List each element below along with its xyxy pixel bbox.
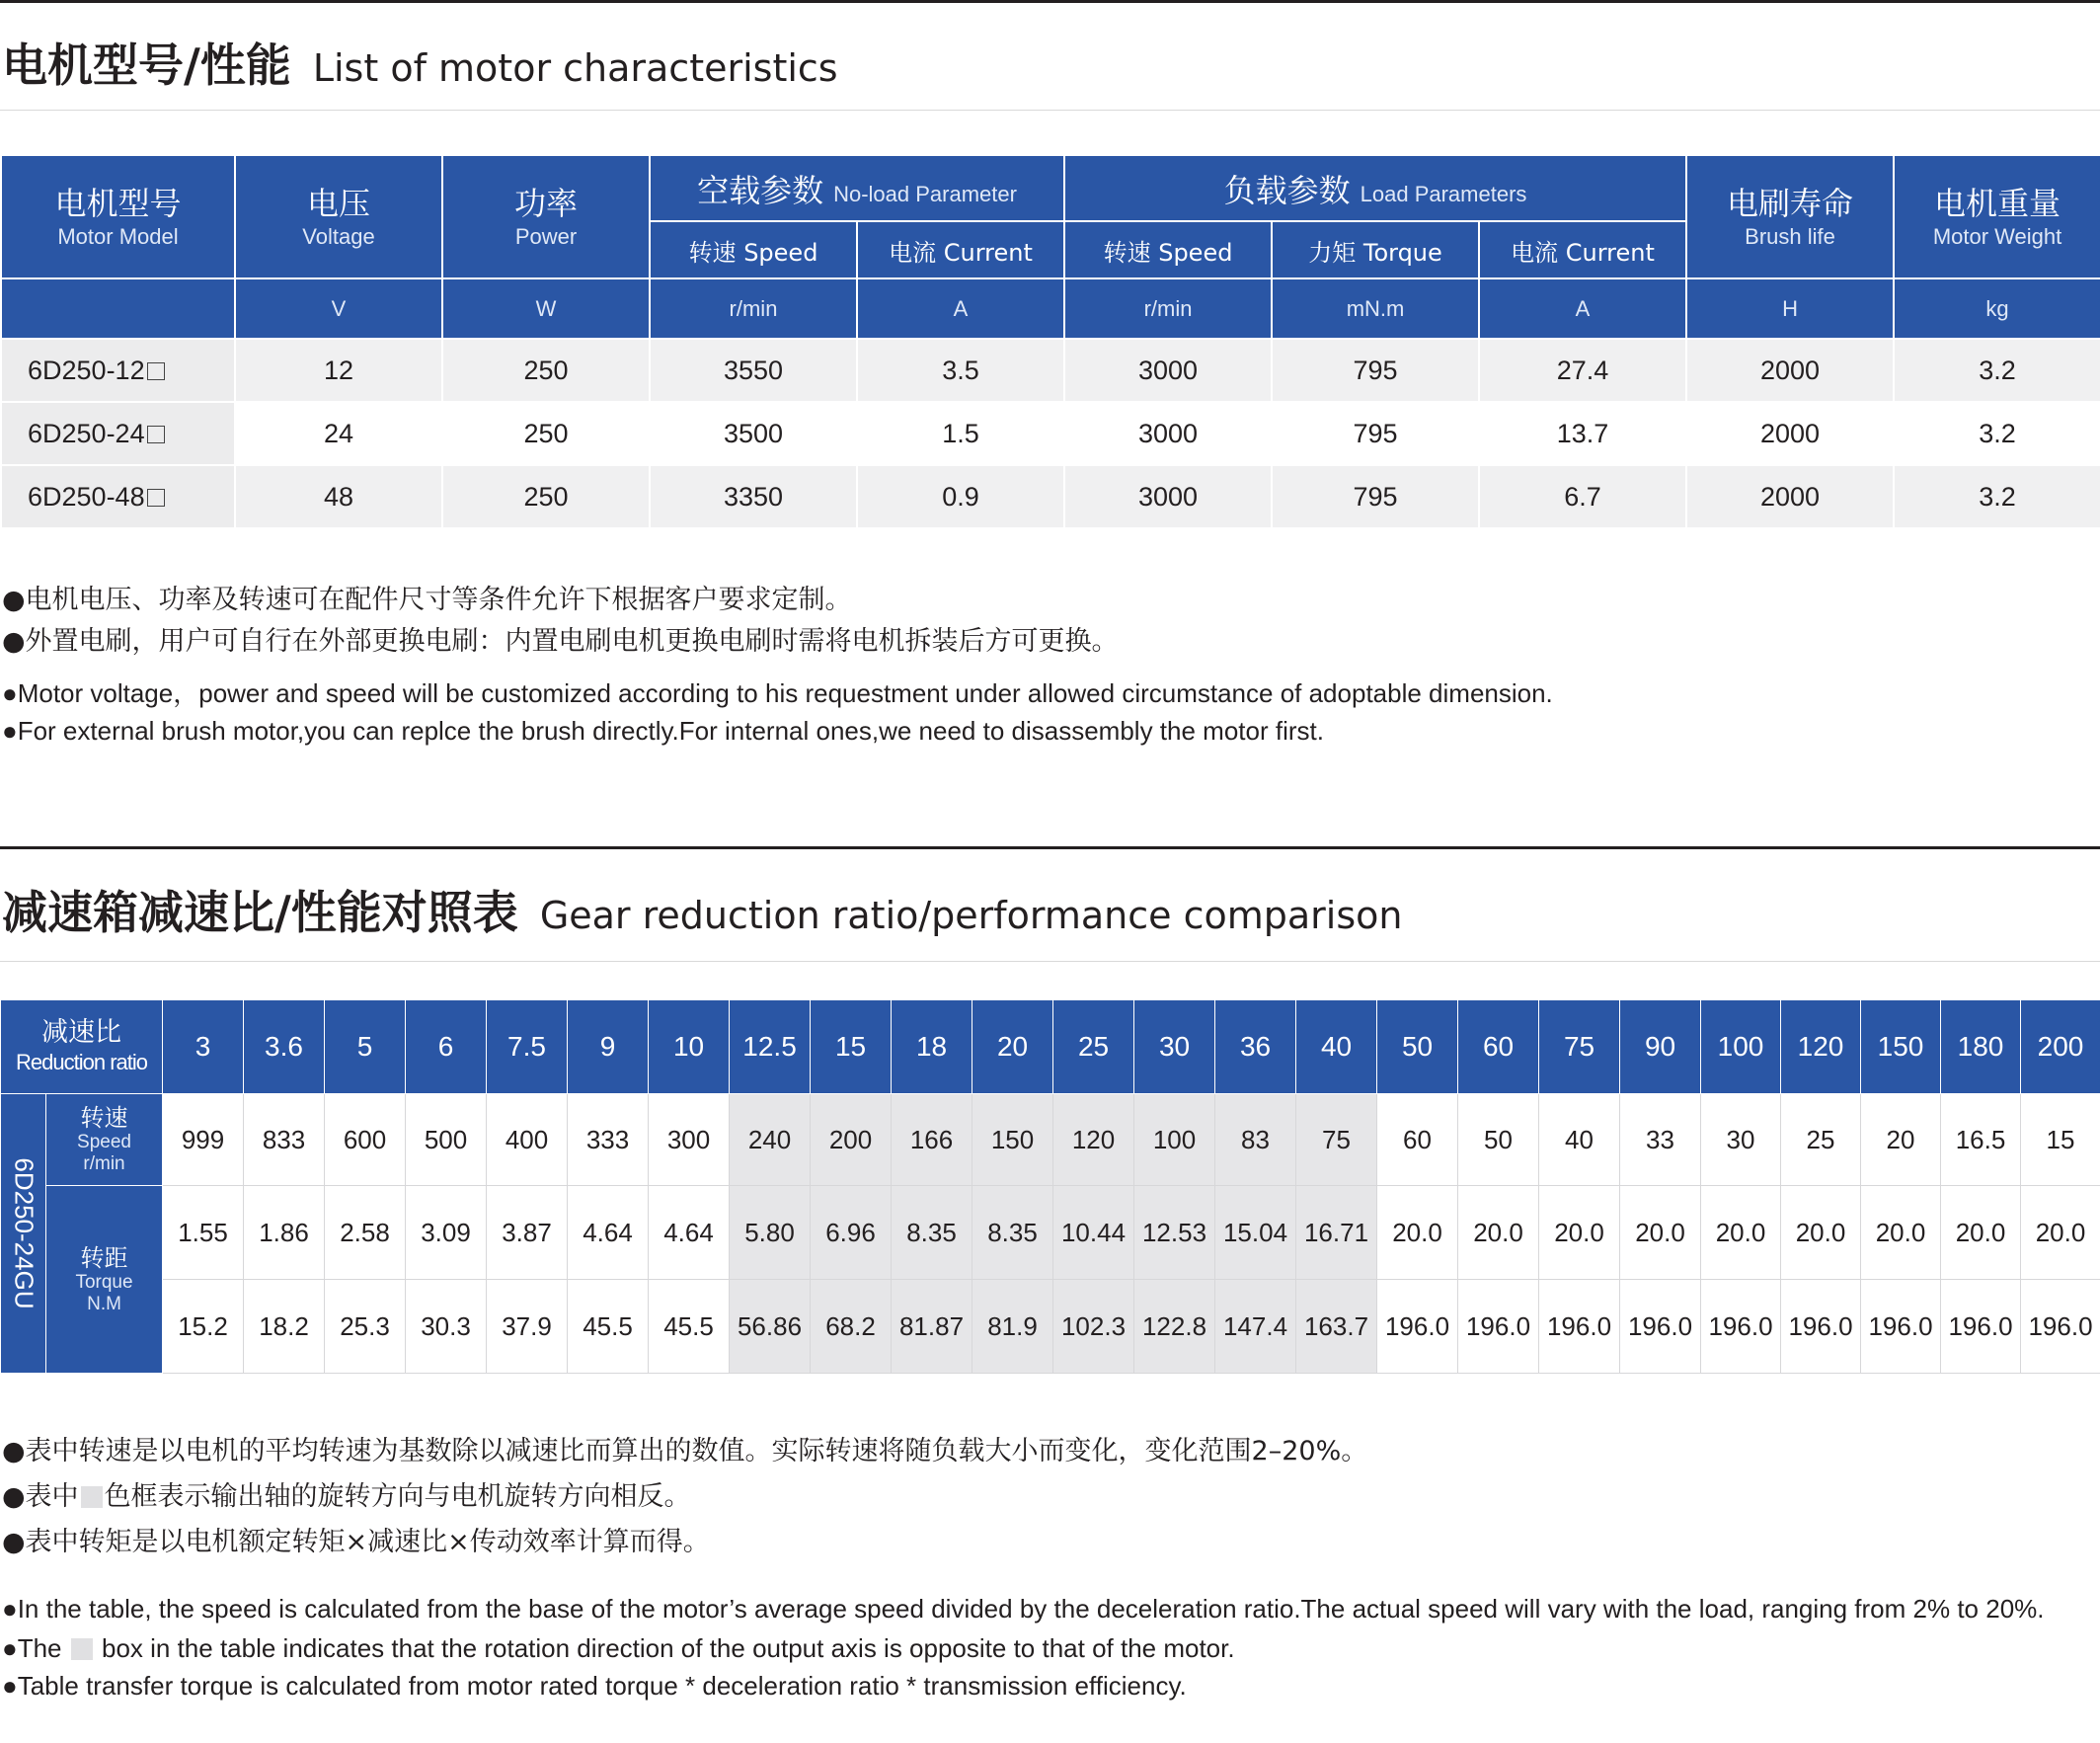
ratio-header-cell: 3.6	[244, 1000, 325, 1094]
unit-power: W	[442, 278, 650, 339]
torque-nm-cell: 2.58	[325, 1186, 406, 1280]
ratio-header-cell: 5	[325, 1000, 406, 1094]
unit-brush-life: H	[1686, 278, 1894, 339]
cell-weight: 3.2	[1894, 339, 2100, 402]
speed-cell: 833	[244, 1094, 325, 1186]
cell-voltage: 48	[235, 465, 442, 528]
torque-kgfcm-cell: 147.4	[1215, 1280, 1296, 1374]
torque-nm-cell: 1.55	[163, 1186, 244, 1280]
speed-cell: 120	[1053, 1094, 1134, 1186]
section1-title-en: List of motor characteristics	[312, 46, 838, 90]
section2-title-cn: 减速箱减速比/性能对照表	[2, 886, 518, 939]
torque-nm-cell: 20.0	[1377, 1186, 1458, 1280]
speed-cell: 166	[892, 1094, 972, 1186]
note-line: ●电机电压、功率及转速可在配件尺寸等条件允许下根据客户要求定制。	[2, 585, 852, 615]
note-line: ●表中 色框表示输出轴的旋转方向与电机旋转方向相反。	[2, 1481, 691, 1512]
ratio-header-cell: 9	[568, 1000, 649, 1094]
label-speed: 转速 Speed r/min	[46, 1094, 163, 1186]
cell-load-torque: 795	[1272, 339, 1479, 402]
torque-nm-cell: 20.0	[1941, 1186, 2021, 1280]
model-name: 6D250-24GU	[9, 1157, 39, 1309]
torque-nm-cell: 20.0	[1458, 1186, 1539, 1280]
cell-load-speed: 3000	[1064, 339, 1272, 402]
ratio-header-cell: 6	[406, 1000, 487, 1094]
torque-kgfcm-cell: 196.0	[1458, 1280, 1539, 1374]
section2-top-rule	[0, 846, 2100, 849]
torque-nm-cell: 4.64	[568, 1186, 649, 1280]
unit-voltage: V	[235, 278, 442, 339]
torque-nm-cell: 20.0	[1781, 1186, 1861, 1280]
header-motor-weight: 电机重量 Motor Weight	[1894, 155, 2100, 278]
speed-cell: 40	[1539, 1094, 1620, 1186]
speed-cell: 240	[730, 1094, 811, 1186]
speed-cell: 83	[1215, 1094, 1296, 1186]
torque-nm-cell: 20.0	[1620, 1186, 1701, 1280]
header-power: 功率 Power	[442, 155, 650, 278]
note-line: ●表中转速是以电机的平均转速为基数除以减速比而算出的数值。实际转速将随负载大小而变化，变化范围2–20%。	[2, 1436, 1368, 1466]
speed-cell: 50	[1458, 1094, 1539, 1186]
note-line: ●表中转矩是以电机额定转矩×减速比×传动效率计算而得。	[2, 1527, 710, 1557]
speed-cell: 600	[325, 1094, 406, 1186]
note-line: ●In the table, the speed is calculated from the base of the motor’s average speed divided by the deceleration ratio.The actual speed will vary with the load, ranging from 2% to 20%.	[2, 1594, 2045, 1624]
speed-cell: 333	[568, 1094, 649, 1186]
unit-load-torque: mN.m	[1272, 278, 1479, 339]
header-noload-current: 电流 Current	[857, 221, 1064, 278]
torque-nm-cell: 10.44	[1053, 1186, 1134, 1280]
header-load-torque: 力矩 Torque	[1272, 221, 1479, 278]
speed-cell: 30	[1701, 1094, 1781, 1186]
option-checkbox-icon	[147, 489, 165, 507]
speed-cell: 100	[1134, 1094, 1215, 1186]
note-line: ●Motor voltage，power and speed will be customized according to his requestment under allowed circumstance of adoptable dimension.	[2, 678, 1553, 708]
section2-title-en: Gear reduction ratio/performance comparison	[539, 894, 1403, 937]
unit-motor-weight: kg	[1894, 278, 2100, 339]
torque-nm-cell: 5.80	[730, 1186, 811, 1280]
torque-kgfcm-cell: 196.0	[1781, 1280, 1861, 1374]
unit-load-current: A	[1479, 278, 1686, 339]
torque-kgfcm-cell: 196.0	[1539, 1280, 1620, 1374]
cell-load-speed: 3000	[1064, 402, 1272, 465]
torque-kgfcm-cell: 56.86	[730, 1280, 811, 1374]
speed-cell: 60	[1377, 1094, 1458, 1186]
ratio-header-cell: 200	[2021, 1000, 2100, 1094]
cell-model: 6D250-48	[1, 465, 235, 528]
torque-kgfcm-cell: 196.0	[1861, 1280, 1941, 1374]
torque-kgfcm-cell: 37.9	[487, 1280, 568, 1374]
ratio-header-cell: 180	[1941, 1000, 2021, 1094]
header-brush-life: 电刷寿命 Brush life	[1686, 155, 1894, 278]
torque-nm-cell: 8.35	[892, 1186, 972, 1280]
cell-model: 6D250-12	[1, 339, 235, 402]
cell-load-speed: 3000	[1064, 465, 1272, 528]
cell-brush-life: 2000	[1686, 402, 1894, 465]
motor-row-48v	[1, 465, 2100, 528]
ratio-header-row	[1, 1000, 2100, 1094]
speed-cell: 150	[972, 1094, 1053, 1186]
torque-kgfcm-cell: 25.3	[325, 1280, 406, 1374]
speed-cell: 25	[1781, 1094, 1861, 1186]
header-noload-parameter: 空载参数 No-load Parameter	[650, 155, 1064, 221]
unit-noload-speed: r/min	[650, 278, 857, 339]
torque-nm-cell: 20.0	[1861, 1186, 1941, 1280]
header-load-current: 电流 Current	[1479, 221, 1686, 278]
ratio-header-cell: 90	[1620, 1000, 1701, 1094]
torque-nm-cell: 3.09	[406, 1186, 487, 1280]
torque-kgfcm-cell: 81.87	[892, 1280, 972, 1374]
cell-noload-speed: 3350	[650, 465, 857, 528]
cell-voltage: 24	[235, 402, 442, 465]
torque-kgfcm-cell: 196.0	[1620, 1280, 1701, 1374]
cell-weight: 3.2	[1894, 465, 2100, 528]
torque-kgfcm-cell: 196.0	[1941, 1280, 2021, 1374]
torque-nm-row	[1, 1186, 2100, 1280]
gear-notes-cn	[2, 1429, 1367, 1565]
cell-load-current: 6.7	[1479, 465, 1686, 528]
unit-noload-current: A	[857, 278, 1064, 339]
torque-nm-cell: 16.71	[1296, 1186, 1377, 1280]
shaded-box-icon	[81, 1486, 103, 1508]
torque-nm-cell: 20.0	[1539, 1186, 1620, 1280]
ratio-header-cell: 100	[1701, 1000, 1781, 1094]
speed-cell: 200	[811, 1094, 892, 1186]
torque-nm-cell: 20.0	[2021, 1186, 2100, 1280]
torque-nm-cell: 1.86	[244, 1186, 325, 1280]
torque-kgfcm-cell: 15.2	[163, 1280, 244, 1374]
ratio-header-cell: 10	[649, 1000, 730, 1094]
torque-kgfcm-cell: 45.5	[649, 1280, 730, 1374]
cell-load-torque: 795	[1272, 402, 1479, 465]
section2-divider	[0, 961, 2100, 962]
section1-heading	[2, 30, 838, 95]
header-voltage: 电压 Voltage	[235, 155, 442, 278]
cell-noload-speed: 3500	[650, 402, 857, 465]
ratio-header-cell: 25	[1053, 1000, 1134, 1094]
ratio-header-cell: 36	[1215, 1000, 1296, 1094]
torque-nm-cell: 6.96	[811, 1186, 892, 1280]
speed-cell: 16.5	[1941, 1094, 2021, 1186]
ratio-header-cell: 50	[1377, 1000, 1458, 1094]
ratio-header-cell: 18	[892, 1000, 972, 1094]
ratio-header-cell: 20	[972, 1000, 1053, 1094]
cell-power: 250	[442, 402, 650, 465]
motor-row-24v	[1, 402, 2100, 465]
torque-kgfcm-cell: 196.0	[2021, 1280, 2100, 1374]
note-line: ●外置电刷，用户可自行在外部更换电刷：内置电刷电机更换电刷时需将电机拆装后方可更换。	[2, 626, 1119, 657]
option-checkbox-icon	[147, 362, 165, 380]
option-checkbox-icon	[147, 426, 165, 443]
motor-notes-en	[2, 674, 1553, 750]
cell-noload-speed: 3550	[650, 339, 857, 402]
torque-nm-cell: 3.87	[487, 1186, 568, 1280]
section1-title-cn: 电机型号/性能	[2, 39, 291, 92]
torque-nm-cell: 15.04	[1215, 1186, 1296, 1280]
speed-cell: 33	[1620, 1094, 1701, 1186]
ratio-header-cell: 120	[1781, 1000, 1861, 1094]
shaded-box-icon	[71, 1638, 93, 1660]
gear-notes-en	[2, 1592, 2075, 1704]
cell-power: 250	[442, 339, 650, 402]
torque-kgfcm-cell: 30.3	[406, 1280, 487, 1374]
torque-nm-cell: 8.35	[972, 1186, 1053, 1280]
section2-heading	[2, 877, 1403, 942]
cell-load-current: 27.4	[1479, 339, 1686, 402]
ratio-header-cell: 30	[1134, 1000, 1215, 1094]
torque-kgfcm-cell: 81.9	[972, 1280, 1053, 1374]
cell-load-torque: 795	[1272, 465, 1479, 528]
speed-cell: 999	[163, 1094, 244, 1186]
torque-kgfcm-cell: 45.5	[568, 1280, 649, 1374]
header-motor-model: 电机型号 Motor Model	[1, 155, 235, 278]
motor-notes-cn	[2, 580, 1119, 663]
cell-brush-life: 2000	[1686, 465, 1894, 528]
speed-cell: 300	[649, 1094, 730, 1186]
speed-cell: 15	[2021, 1094, 2100, 1186]
motor-characteristics-table	[0, 154, 2100, 529]
torque-kgfcm-cell: 18.2	[244, 1280, 325, 1374]
cell-noload-current: 3.5	[857, 339, 1064, 402]
top-rule	[0, 0, 2100, 3]
cell-voltage: 12	[235, 339, 442, 402]
header-noload-speed: 转速 Speed	[650, 221, 857, 278]
ratio-header-cell: 12.5	[730, 1000, 811, 1094]
torque-kgfcm-cell: 196.0	[1377, 1280, 1458, 1374]
label-torque: 转距 Torque N.M	[46, 1186, 163, 1374]
torque-kgfcm-row	[1, 1280, 2100, 1374]
cell-brush-life: 2000	[1686, 339, 1894, 402]
unit-load-speed: r/min	[1064, 278, 1272, 339]
cell-power: 250	[442, 465, 650, 528]
torque-kgfcm-cell: 163.7	[1296, 1280, 1377, 1374]
header-load-speed: 转速 Speed	[1064, 221, 1272, 278]
ratio-header-cell: 3	[163, 1000, 244, 1094]
speed-cell: 20	[1861, 1094, 1941, 1186]
torque-kgfcm-cell: 68.2	[811, 1280, 892, 1374]
cell-load-current: 13.7	[1479, 402, 1686, 465]
note-line: ●The box in the table indicates that the rotation direction of the output axis is opposite to that of the motor.	[2, 1633, 1235, 1663]
torque-nm-cell: 20.0	[1701, 1186, 1781, 1280]
speed-cell: 75	[1296, 1094, 1377, 1186]
note-line: ●Table transfer torque is calculated from motor rated torque * deceleration ratio * transmission efficiency.	[2, 1671, 1187, 1701]
header-units-blank	[1, 278, 235, 339]
speed-cell: 400	[487, 1094, 568, 1186]
cell-model: 6D250-24	[1, 402, 235, 465]
gear-ratio-table	[0, 999, 2100, 1374]
model-side-label	[1, 1094, 46, 1374]
ratio-header-cell: 60	[1458, 1000, 1539, 1094]
torque-nm-cell: 4.64	[649, 1186, 730, 1280]
ratio-header-cell: 150	[1861, 1000, 1941, 1094]
header-reduction-ratio: 减速比 Reduction ratio	[1, 1000, 163, 1094]
speed-cell: 500	[406, 1094, 487, 1186]
ratio-header-cell: 7.5	[487, 1000, 568, 1094]
header-load-parameters: 负载参数 Load Parameters	[1064, 155, 1686, 221]
section1-divider	[0, 110, 2100, 111]
note-line: ●For external brush motor,you can replce the brush directly.For internal ones,we need to disassembly the motor first.	[2, 716, 1324, 746]
ratio-header-cell: 40	[1296, 1000, 1377, 1094]
cell-weight: 3.2	[1894, 402, 2100, 465]
cell-noload-current: 0.9	[857, 465, 1064, 528]
ratio-header-cell: 75	[1539, 1000, 1620, 1094]
cell-noload-current: 1.5	[857, 402, 1064, 465]
ratio-header-cell: 15	[811, 1000, 892, 1094]
torque-kgfcm-cell: 196.0	[1701, 1280, 1781, 1374]
motor-row-12v	[1, 339, 2100, 402]
torque-nm-cell: 12.53	[1134, 1186, 1215, 1280]
torque-kgfcm-cell: 102.3	[1053, 1280, 1134, 1374]
speed-row	[1, 1094, 2100, 1186]
torque-kgfcm-cell: 122.8	[1134, 1280, 1215, 1374]
